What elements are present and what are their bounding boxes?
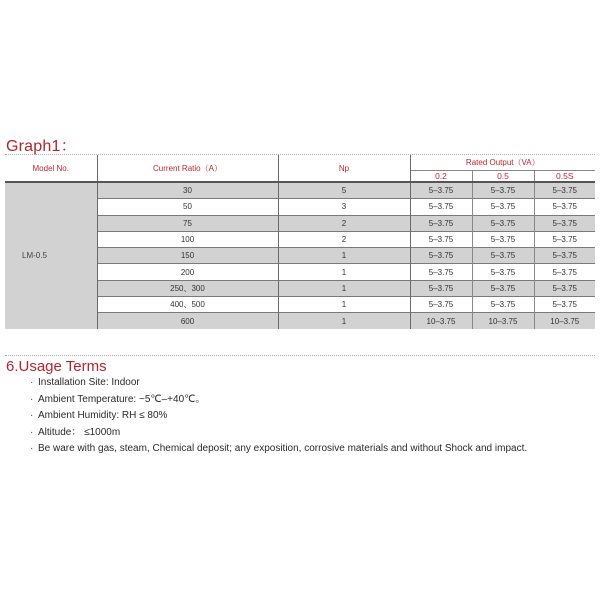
output-0-5s-cell: 5–3.75 — [534, 297, 595, 313]
output-0-2-cell: 5–3.75 — [410, 264, 472, 280]
output-0-5s-cell: 5–3.75 — [534, 280, 595, 296]
output-0-5-cell: 10–3.75 — [472, 313, 534, 329]
spec-table — [5, 155, 595, 329]
output-0-5s-cell: 5–3.75 — [534, 248, 595, 264]
output-0-2-cell: 10–3.75 — [410, 313, 472, 329]
output-0-2-cell: 5–3.75 — [410, 280, 472, 296]
graph-title: Graph1： — [6, 138, 77, 155]
output-0-5-cell: 5–3.75 — [472, 199, 534, 215]
output-0-5-cell: 5–3.75 — [472, 297, 534, 313]
bullet-icon: · — [30, 426, 34, 438]
output-0-5-cell: 5–3.75 — [472, 231, 534, 247]
np-cell: 1 — [278, 297, 410, 313]
bullet-icon: · — [30, 410, 34, 421]
usage-terms-list — [30, 375, 527, 458]
header-current-ratio: Current Ratio（A） — [97, 155, 278, 182]
output-0-5-cell: 5–3.75 — [472, 182, 534, 199]
divider-dotted — [5, 355, 595, 356]
ratio-cell: 400、500 — [97, 297, 278, 313]
header-rated-output: Rated Output（VA） — [410, 155, 595, 171]
list-item — [30, 441, 527, 458]
list-item — [30, 375, 527, 392]
np-cell: 2 — [278, 215, 410, 231]
output-0-2-cell: 5–3.75 — [410, 297, 472, 313]
ratio-cell: 250、300 — [97, 280, 278, 296]
ratio-cell: 75 — [97, 215, 278, 231]
output-0-5s-cell: 5–3.75 — [534, 231, 595, 247]
output-0-2-cell: 5–3.75 — [410, 248, 472, 264]
output-0-5s-cell: 5–3.75 — [534, 215, 595, 231]
usage-terms-title: 6.Usage Terms — [6, 358, 107, 375]
term-environment-warning: Be ware with gas, steam, Chemical deposit; any exposition, corrosive materials and without Shock and impact. — [38, 443, 528, 454]
np-cell: 1 — [278, 264, 410, 280]
header-model: Model No. — [5, 155, 97, 182]
bullet-icon: · — [30, 377, 34, 388]
output-0-2-cell: 5–3.75 — [410, 182, 472, 199]
output-0-2-cell: 5–3.75 — [410, 199, 472, 215]
list-item — [30, 408, 527, 425]
term-ambient-temperature: Ambient Temperature: −5℃–+40℃。 — [38, 393, 206, 405]
ratio-cell: 600 — [97, 313, 278, 329]
output-0-5-cell: 5–3.75 — [472, 264, 534, 280]
np-cell: 2 — [278, 231, 410, 247]
output-0-5-cell: 5–3.75 — [472, 248, 534, 264]
ratio-cell: 200 — [97, 264, 278, 280]
term-ambient-humidity: Ambient Humidity: RH ≤ 80% — [38, 410, 168, 421]
output-0-5s-cell: 5–3.75 — [534, 182, 595, 199]
output-0-2-cell: 5–3.75 — [410, 231, 472, 247]
np-cell: 1 — [278, 248, 410, 264]
header-0-2: 0.2 — [435, 171, 447, 181]
list-item — [30, 392, 527, 409]
header-0-5s: 0.5S — [556, 171, 574, 181]
list-item — [30, 425, 527, 442]
output-0-5-cell: 5–3.75 — [472, 215, 534, 231]
model-cell: LM-0.5 — [5, 182, 97, 329]
term-installation-site: Installation Site: Indoor — [38, 377, 140, 388]
ratio-cell: 100 — [97, 231, 278, 247]
ratio-cell: 30 — [97, 182, 278, 199]
output-0-2-cell: 5–3.75 — [410, 215, 472, 231]
np-cell: 5 — [278, 182, 410, 199]
bullet-icon: · — [30, 393, 34, 405]
np-cell: 3 — [278, 199, 410, 215]
table-row — [5, 182, 595, 199]
output-0-5s-cell: 5–3.75 — [534, 199, 595, 215]
header-np: Np — [278, 155, 410, 182]
np-cell: 1 — [278, 280, 410, 296]
bullet-icon: · — [30, 443, 34, 454]
term-altitude: Altitude： ≤1000m — [38, 426, 121, 438]
np-cell: 1 — [278, 313, 410, 329]
output-0-5s-cell: 5–3.75 — [534, 264, 595, 280]
ratio-cell: 150 — [97, 248, 278, 264]
header-0-5: 0.5 — [472, 171, 534, 183]
ratio-cell: 50 — [97, 199, 278, 215]
output-0-5-cell: 5–3.75 — [472, 280, 534, 296]
output-0-5s-cell: 10–3.75 — [534, 313, 595, 329]
